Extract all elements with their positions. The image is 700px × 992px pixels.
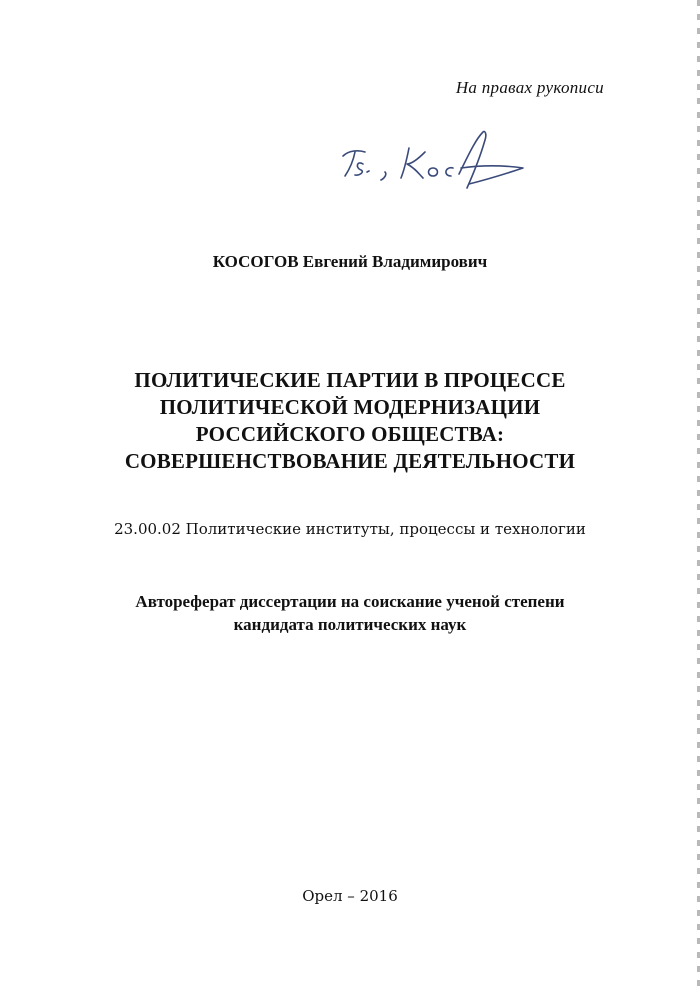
title-line: РОССИЙСКОГО ОБЩЕСТВА:	[195, 422, 505, 446]
manuscript-notice: На правах рукописи	[455, 78, 604, 97]
handwritten-signature	[335, 128, 535, 198]
degree-line: Автореферат диссертации на соискание ученой степени	[135, 592, 565, 611]
dissertation-title	[60, 367, 640, 475]
place-and-year: Орел – 2016	[302, 887, 398, 905]
author-name	[0, 252, 700, 272]
title-line: ПОЛИТИЧЕСКОЙ МОДЕРНИЗАЦИИ	[159, 395, 541, 419]
author-surname: КОСОГОВ	[212, 252, 299, 271]
title-line: ПОЛИТИЧЕСКИЕ ПАРТИИ В ПРОЦЕССЕ	[134, 368, 566, 392]
degree-statement	[60, 590, 640, 636]
specialty-code: 23.00.02 Политические институты, процессы и технологии	[114, 520, 586, 538]
title-line: СОВЕРШЕНСТВОВАНИЕ ДЕЯТЕЛЬНОСТИ	[124, 449, 576, 473]
author-given-names: Евгений Владимирович	[302, 252, 488, 271]
degree-line: кандидата политических наук	[233, 615, 467, 634]
